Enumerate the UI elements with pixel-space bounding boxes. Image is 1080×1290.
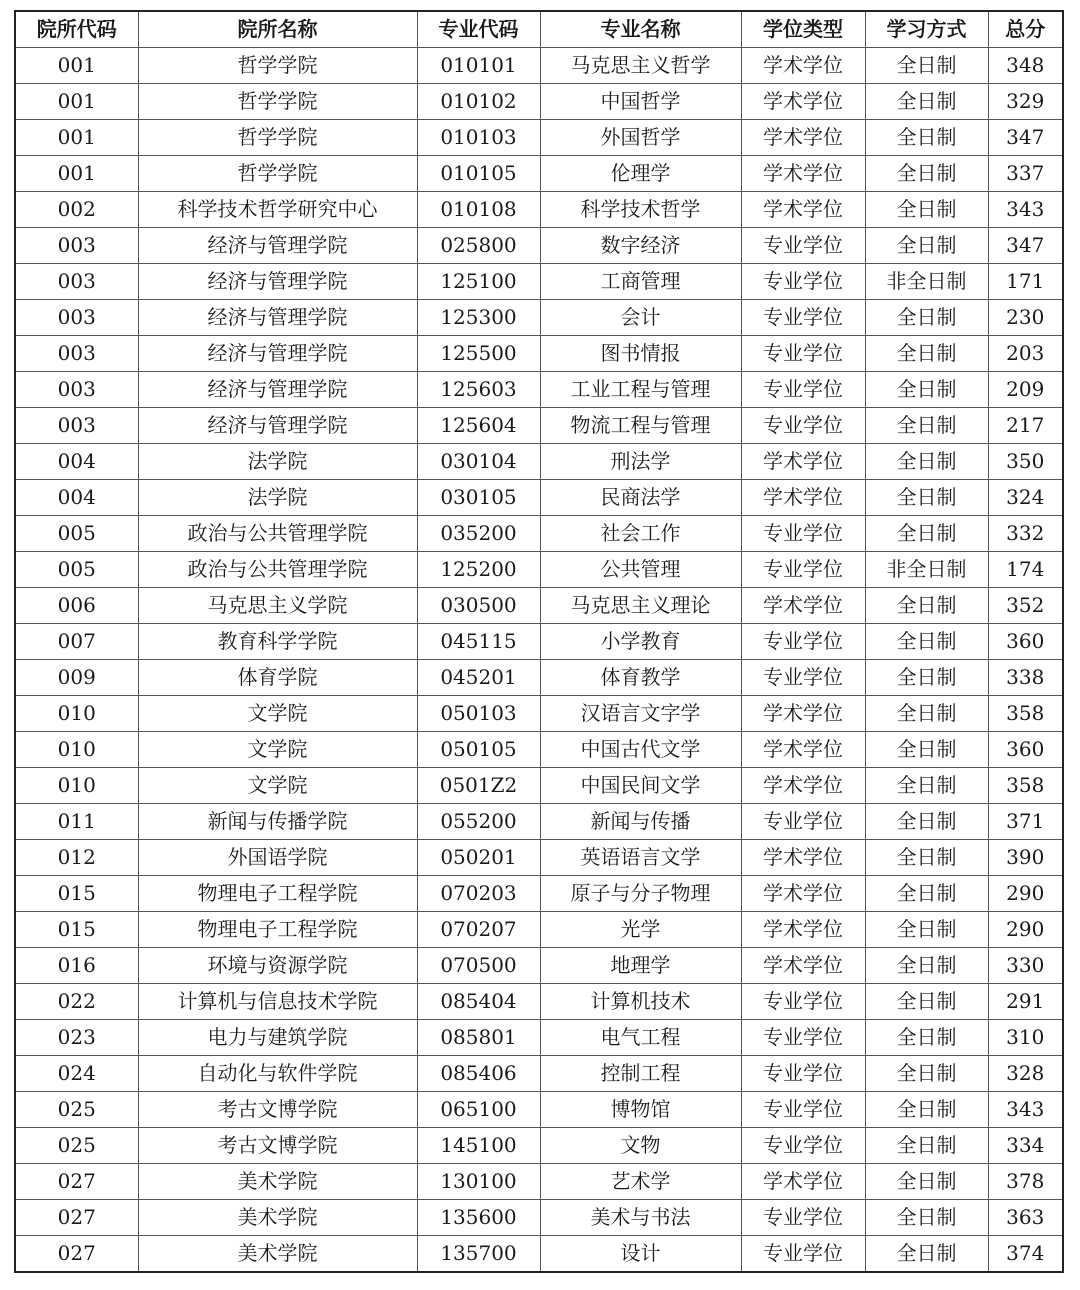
cell-major-code: 010103 bbox=[417, 120, 540, 156]
cell-institute-code: 010 bbox=[15, 696, 138, 732]
cell-total-score: 209 bbox=[988, 372, 1063, 408]
cell-total-score: 352 bbox=[988, 588, 1063, 624]
cell-major-name: 中国民间文学 bbox=[540, 768, 741, 804]
cell-major-code: 125300 bbox=[417, 300, 540, 336]
cell-institute-name: 经济与管理学院 bbox=[138, 300, 417, 336]
cell-major-name: 体育教学 bbox=[540, 660, 741, 696]
cell-major-code: 050103 bbox=[417, 696, 540, 732]
table-row bbox=[15, 552, 1063, 588]
table-row bbox=[15, 984, 1063, 1020]
score-table bbox=[14, 10, 1064, 1273]
cell-institute-name: 体育学院 bbox=[138, 660, 417, 696]
cell-major-name: 物流工程与管理 bbox=[540, 408, 741, 444]
cell-total-score: 217 bbox=[988, 408, 1063, 444]
cell-study-mode: 全日制 bbox=[865, 120, 988, 156]
cell-study-mode: 全日制 bbox=[865, 1200, 988, 1236]
cell-total-score: 343 bbox=[988, 192, 1063, 228]
cell-degree-type: 学术学位 bbox=[741, 876, 865, 912]
table-row bbox=[15, 804, 1063, 840]
cell-study-mode: 全日制 bbox=[865, 192, 988, 228]
cell-major-code: 070203 bbox=[417, 876, 540, 912]
cell-institute-code: 005 bbox=[15, 552, 138, 588]
cell-total-score: 338 bbox=[988, 660, 1063, 696]
table-row bbox=[15, 336, 1063, 372]
cell-institute-code: 024 bbox=[15, 1056, 138, 1092]
header-total-score: 总分 bbox=[988, 11, 1063, 48]
cell-institute-name: 政治与公共管理学院 bbox=[138, 516, 417, 552]
cell-degree-type: 专业学位 bbox=[741, 1236, 865, 1273]
cell-major-name: 新闻与传播 bbox=[540, 804, 741, 840]
cell-degree-type: 学术学位 bbox=[741, 1164, 865, 1200]
cell-study-mode: 全日制 bbox=[865, 84, 988, 120]
cell-study-mode: 全日制 bbox=[865, 588, 988, 624]
cell-study-mode: 全日制 bbox=[865, 1056, 988, 1092]
cell-study-mode: 全日制 bbox=[865, 696, 988, 732]
cell-study-mode: 全日制 bbox=[865, 408, 988, 444]
table-row bbox=[15, 1164, 1063, 1200]
cell-degree-type: 专业学位 bbox=[741, 804, 865, 840]
cell-major-code: 030104 bbox=[417, 444, 540, 480]
cell-institute-name: 哲学学院 bbox=[138, 120, 417, 156]
cell-major-code: 030105 bbox=[417, 480, 540, 516]
cell-degree-type: 专业学位 bbox=[741, 336, 865, 372]
cell-study-mode: 全日制 bbox=[865, 372, 988, 408]
cell-study-mode: 全日制 bbox=[865, 840, 988, 876]
cell-degree-type: 学术学位 bbox=[741, 912, 865, 948]
cell-degree-type: 专业学位 bbox=[741, 984, 865, 1020]
cell-study-mode: 全日制 bbox=[865, 1164, 988, 1200]
cell-major-code: 085404 bbox=[417, 984, 540, 1020]
cell-total-score: 324 bbox=[988, 480, 1063, 516]
cell-institute-code: 011 bbox=[15, 804, 138, 840]
table-row bbox=[15, 516, 1063, 552]
cell-study-mode: 全日制 bbox=[865, 804, 988, 840]
cell-total-score: 203 bbox=[988, 336, 1063, 372]
table-row bbox=[15, 408, 1063, 444]
cell-major-code: 010101 bbox=[417, 48, 540, 84]
cell-total-score: 374 bbox=[988, 1236, 1063, 1273]
cell-institute-code: 005 bbox=[15, 516, 138, 552]
cell-major-name: 电气工程 bbox=[540, 1020, 741, 1056]
cell-study-mode: 全日制 bbox=[865, 336, 988, 372]
table-row bbox=[15, 300, 1063, 336]
cell-major-code: 125603 bbox=[417, 372, 540, 408]
cell-study-mode: 全日制 bbox=[865, 732, 988, 768]
cell-degree-type: 专业学位 bbox=[741, 1128, 865, 1164]
cell-major-code: 010108 bbox=[417, 192, 540, 228]
cell-major-code: 135700 bbox=[417, 1236, 540, 1273]
cell-degree-type: 专业学位 bbox=[741, 660, 865, 696]
cell-institute-code: 010 bbox=[15, 768, 138, 804]
cell-institute-code: 012 bbox=[15, 840, 138, 876]
cell-institute-name: 考古文博学院 bbox=[138, 1128, 417, 1164]
cell-study-mode: 全日制 bbox=[865, 516, 988, 552]
cell-institute-name: 物理电子工程学院 bbox=[138, 876, 417, 912]
cell-institute-code: 001 bbox=[15, 120, 138, 156]
cell-major-name: 工业工程与管理 bbox=[540, 372, 741, 408]
cell-study-mode: 全日制 bbox=[865, 660, 988, 696]
cell-institute-name: 经济与管理学院 bbox=[138, 372, 417, 408]
table-row bbox=[15, 912, 1063, 948]
cell-institute-name: 经济与管理学院 bbox=[138, 228, 417, 264]
cell-major-code: 070500 bbox=[417, 948, 540, 984]
cell-study-mode: 非全日制 bbox=[865, 552, 988, 588]
cell-study-mode: 全日制 bbox=[865, 444, 988, 480]
cell-total-score: 290 bbox=[988, 876, 1063, 912]
cell-institute-name: 哲学学院 bbox=[138, 156, 417, 192]
cell-institute-name: 哲学学院 bbox=[138, 48, 417, 84]
cell-institute-name: 科学技术哲学研究中心 bbox=[138, 192, 417, 228]
header-institute-code: 院所代码 bbox=[15, 11, 138, 48]
cell-major-name: 控制工程 bbox=[540, 1056, 741, 1092]
cell-institute-code: 025 bbox=[15, 1092, 138, 1128]
cell-degree-type: 学术学位 bbox=[741, 192, 865, 228]
cell-major-name: 英语语言文学 bbox=[540, 840, 741, 876]
cell-total-score: 360 bbox=[988, 732, 1063, 768]
cell-study-mode: 全日制 bbox=[865, 48, 988, 84]
table-row bbox=[15, 444, 1063, 480]
cell-total-score: 337 bbox=[988, 156, 1063, 192]
cell-major-name: 计算机技术 bbox=[540, 984, 741, 1020]
cell-major-code: 085801 bbox=[417, 1020, 540, 1056]
cell-major-code: 070207 bbox=[417, 912, 540, 948]
cell-total-score: 358 bbox=[988, 696, 1063, 732]
table-row bbox=[15, 480, 1063, 516]
cell-total-score: 347 bbox=[988, 228, 1063, 264]
cell-major-code: 085406 bbox=[417, 1056, 540, 1092]
table-row bbox=[15, 948, 1063, 984]
cell-major-name: 科学技术哲学 bbox=[540, 192, 741, 228]
table-row bbox=[15, 1056, 1063, 1092]
cell-institute-code: 025 bbox=[15, 1128, 138, 1164]
cell-study-mode: 全日制 bbox=[865, 1128, 988, 1164]
table-row bbox=[15, 1236, 1063, 1273]
cell-institute-name: 环境与资源学院 bbox=[138, 948, 417, 984]
cell-major-code: 125100 bbox=[417, 264, 540, 300]
table-row bbox=[15, 228, 1063, 264]
cell-study-mode: 全日制 bbox=[865, 624, 988, 660]
cell-major-code: 055200 bbox=[417, 804, 540, 840]
cell-study-mode: 非全日制 bbox=[865, 264, 988, 300]
cell-institute-code: 006 bbox=[15, 588, 138, 624]
cell-institute-code: 022 bbox=[15, 984, 138, 1020]
cell-total-score: 378 bbox=[988, 1164, 1063, 1200]
cell-institute-code: 027 bbox=[15, 1236, 138, 1273]
header-institute-name: 院所名称 bbox=[138, 11, 417, 48]
cell-institute-code: 015 bbox=[15, 876, 138, 912]
cell-degree-type: 学术学位 bbox=[741, 156, 865, 192]
cell-degree-type: 学术学位 bbox=[741, 696, 865, 732]
cell-institute-code: 027 bbox=[15, 1200, 138, 1236]
cell-institute-code: 001 bbox=[15, 84, 138, 120]
table-row bbox=[15, 876, 1063, 912]
cell-institute-name: 文学院 bbox=[138, 768, 417, 804]
cell-major-code: 135600 bbox=[417, 1200, 540, 1236]
cell-major-code: 045201 bbox=[417, 660, 540, 696]
cell-major-code: 0501Z2 bbox=[417, 768, 540, 804]
cell-total-score: 358 bbox=[988, 768, 1063, 804]
cell-major-code: 045115 bbox=[417, 624, 540, 660]
cell-degree-type: 专业学位 bbox=[741, 1020, 865, 1056]
cell-total-score: 330 bbox=[988, 948, 1063, 984]
table-row bbox=[15, 732, 1063, 768]
cell-total-score: 328 bbox=[988, 1056, 1063, 1092]
cell-institute-code: 027 bbox=[15, 1164, 138, 1200]
table-row bbox=[15, 264, 1063, 300]
cell-degree-type: 学术学位 bbox=[741, 732, 865, 768]
cell-institute-name: 教育科学学院 bbox=[138, 624, 417, 660]
cell-degree-type: 学术学位 bbox=[741, 444, 865, 480]
table-row bbox=[15, 156, 1063, 192]
cell-major-name: 马克思主义理论 bbox=[540, 588, 741, 624]
table-header bbox=[15, 11, 1063, 48]
cell-total-score: 363 bbox=[988, 1200, 1063, 1236]
cell-major-name: 民商法学 bbox=[540, 480, 741, 516]
cell-major-name: 数字经济 bbox=[540, 228, 741, 264]
cell-degree-type: 专业学位 bbox=[741, 264, 865, 300]
cell-total-score: 329 bbox=[988, 84, 1063, 120]
cell-major-name: 小学教育 bbox=[540, 624, 741, 660]
cell-institute-name: 法学院 bbox=[138, 444, 417, 480]
header-major-code: 专业代码 bbox=[417, 11, 540, 48]
cell-major-code: 025800 bbox=[417, 228, 540, 264]
cell-institute-code: 003 bbox=[15, 336, 138, 372]
cell-degree-type: 专业学位 bbox=[741, 516, 865, 552]
cell-total-score: 390 bbox=[988, 840, 1063, 876]
cell-major-name: 刑法学 bbox=[540, 444, 741, 480]
cell-total-score: 347 bbox=[988, 120, 1063, 156]
cell-total-score: 332 bbox=[988, 516, 1063, 552]
cell-study-mode: 全日制 bbox=[865, 948, 988, 984]
cell-institute-name: 经济与管理学院 bbox=[138, 408, 417, 444]
cell-major-name: 设计 bbox=[540, 1236, 741, 1273]
cell-institute-code: 001 bbox=[15, 48, 138, 84]
cell-major-name: 博物馆 bbox=[540, 1092, 741, 1128]
table-row bbox=[15, 192, 1063, 228]
cell-study-mode: 全日制 bbox=[865, 768, 988, 804]
cell-major-code: 065100 bbox=[417, 1092, 540, 1128]
cell-major-name: 文物 bbox=[540, 1128, 741, 1164]
cell-institute-name: 哲学学院 bbox=[138, 84, 417, 120]
cell-institute-code: 002 bbox=[15, 192, 138, 228]
cell-major-name: 原子与分子物理 bbox=[540, 876, 741, 912]
table-row bbox=[15, 624, 1063, 660]
header-study-mode: 学习方式 bbox=[865, 11, 988, 48]
cell-study-mode: 全日制 bbox=[865, 912, 988, 948]
table-row bbox=[15, 84, 1063, 120]
cell-study-mode: 全日制 bbox=[865, 876, 988, 912]
cell-institute-name: 美术学院 bbox=[138, 1164, 417, 1200]
cell-degree-type: 学术学位 bbox=[741, 948, 865, 984]
cell-institute-code: 003 bbox=[15, 300, 138, 336]
cell-major-name: 伦理学 bbox=[540, 156, 741, 192]
cell-study-mode: 全日制 bbox=[865, 1236, 988, 1273]
table-row bbox=[15, 372, 1063, 408]
cell-total-score: 310 bbox=[988, 1020, 1063, 1056]
table-body bbox=[15, 48, 1063, 1273]
cell-major-code: 010105 bbox=[417, 156, 540, 192]
table-row bbox=[15, 1128, 1063, 1164]
table-row bbox=[15, 1200, 1063, 1236]
table-row bbox=[15, 696, 1063, 732]
cell-study-mode: 全日制 bbox=[865, 1020, 988, 1056]
cell-institute-code: 004 bbox=[15, 480, 138, 516]
cell-total-score: 371 bbox=[988, 804, 1063, 840]
cell-degree-type: 学术学位 bbox=[741, 588, 865, 624]
cell-degree-type: 专业学位 bbox=[741, 1092, 865, 1128]
cell-degree-type: 专业学位 bbox=[741, 1056, 865, 1092]
cell-study-mode: 全日制 bbox=[865, 984, 988, 1020]
cell-institute-name: 政治与公共管理学院 bbox=[138, 552, 417, 588]
cell-total-score: 348 bbox=[988, 48, 1063, 84]
cell-total-score: 343 bbox=[988, 1092, 1063, 1128]
table-row bbox=[15, 120, 1063, 156]
table-row bbox=[15, 840, 1063, 876]
cell-major-code: 035200 bbox=[417, 516, 540, 552]
cell-major-code: 050201 bbox=[417, 840, 540, 876]
cell-institute-name: 自动化与软件学院 bbox=[138, 1056, 417, 1092]
cell-institute-name: 电力与建筑学院 bbox=[138, 1020, 417, 1056]
cell-institute-code: 016 bbox=[15, 948, 138, 984]
cell-degree-type: 学术学位 bbox=[741, 120, 865, 156]
cell-institute-name: 文学院 bbox=[138, 696, 417, 732]
cell-total-score: 171 bbox=[988, 264, 1063, 300]
table-row bbox=[15, 768, 1063, 804]
cell-institute-code: 010 bbox=[15, 732, 138, 768]
cell-study-mode: 全日制 bbox=[865, 480, 988, 516]
cell-degree-type: 学术学位 bbox=[741, 480, 865, 516]
header-row bbox=[15, 11, 1063, 48]
cell-degree-type: 学术学位 bbox=[741, 768, 865, 804]
cell-institute-name: 考古文博学院 bbox=[138, 1092, 417, 1128]
cell-major-name: 图书情报 bbox=[540, 336, 741, 372]
cell-institute-code: 007 bbox=[15, 624, 138, 660]
cell-institute-code: 015 bbox=[15, 912, 138, 948]
table-row bbox=[15, 588, 1063, 624]
cell-institute-code: 001 bbox=[15, 156, 138, 192]
table-row bbox=[15, 660, 1063, 696]
table-row bbox=[15, 1092, 1063, 1128]
cell-institute-name: 美术学院 bbox=[138, 1236, 417, 1273]
cell-institute-name: 经济与管理学院 bbox=[138, 336, 417, 372]
cell-institute-name: 美术学院 bbox=[138, 1200, 417, 1236]
cell-major-code: 050105 bbox=[417, 732, 540, 768]
cell-total-score: 174 bbox=[988, 552, 1063, 588]
cell-institute-name: 经济与管理学院 bbox=[138, 264, 417, 300]
cell-study-mode: 全日制 bbox=[865, 1092, 988, 1128]
cell-degree-type: 专业学位 bbox=[741, 624, 865, 660]
cell-institute-code: 023 bbox=[15, 1020, 138, 1056]
cell-major-name: 会计 bbox=[540, 300, 741, 336]
cell-institute-name: 马克思主义学院 bbox=[138, 588, 417, 624]
cell-institute-code: 003 bbox=[15, 228, 138, 264]
cell-major-name: 公共管理 bbox=[540, 552, 741, 588]
cell-major-code: 125604 bbox=[417, 408, 540, 444]
cell-institute-code: 003 bbox=[15, 372, 138, 408]
cell-degree-type: 学术学位 bbox=[741, 48, 865, 84]
cell-major-code: 125500 bbox=[417, 336, 540, 372]
cell-degree-type: 专业学位 bbox=[741, 372, 865, 408]
cell-degree-type: 专业学位 bbox=[741, 300, 865, 336]
cell-degree-type: 专业学位 bbox=[741, 408, 865, 444]
cell-institute-name: 文学院 bbox=[138, 732, 417, 768]
cell-major-code: 145100 bbox=[417, 1128, 540, 1164]
cell-major-name: 中国古代文学 bbox=[540, 732, 741, 768]
cell-major-name: 地理学 bbox=[540, 948, 741, 984]
cell-degree-type: 学术学位 bbox=[741, 84, 865, 120]
score-table-container bbox=[14, 10, 1062, 1273]
cell-institute-name: 法学院 bbox=[138, 480, 417, 516]
cell-major-code: 010102 bbox=[417, 84, 540, 120]
cell-institute-name: 计算机与信息技术学院 bbox=[138, 984, 417, 1020]
cell-study-mode: 全日制 bbox=[865, 156, 988, 192]
cell-institute-code: 004 bbox=[15, 444, 138, 480]
cell-institute-code: 003 bbox=[15, 408, 138, 444]
cell-major-code: 130100 bbox=[417, 1164, 540, 1200]
cell-major-code: 030500 bbox=[417, 588, 540, 624]
cell-total-score: 350 bbox=[988, 444, 1063, 480]
cell-major-name: 社会工作 bbox=[540, 516, 741, 552]
cell-degree-type: 专业学位 bbox=[741, 1200, 865, 1236]
cell-total-score: 230 bbox=[988, 300, 1063, 336]
cell-total-score: 290 bbox=[988, 912, 1063, 948]
cell-major-code: 125200 bbox=[417, 552, 540, 588]
header-degree-type: 学位类型 bbox=[741, 11, 865, 48]
cell-total-score: 291 bbox=[988, 984, 1063, 1020]
cell-major-name: 马克思主义哲学 bbox=[540, 48, 741, 84]
cell-institute-code: 009 bbox=[15, 660, 138, 696]
cell-institute-name: 外国语学院 bbox=[138, 840, 417, 876]
cell-major-name: 汉语言文字学 bbox=[540, 696, 741, 732]
cell-total-score: 334 bbox=[988, 1128, 1063, 1164]
cell-major-name: 光学 bbox=[540, 912, 741, 948]
cell-degree-type: 专业学位 bbox=[741, 228, 865, 264]
cell-study-mode: 全日制 bbox=[865, 228, 988, 264]
table-row bbox=[15, 1020, 1063, 1056]
cell-degree-type: 专业学位 bbox=[741, 552, 865, 588]
cell-major-name: 工商管理 bbox=[540, 264, 741, 300]
cell-major-name: 中国哲学 bbox=[540, 84, 741, 120]
cell-institute-name: 物理电子工程学院 bbox=[138, 912, 417, 948]
cell-institute-name: 新闻与传播学院 bbox=[138, 804, 417, 840]
header-major-name: 专业名称 bbox=[540, 11, 741, 48]
cell-institute-code: 003 bbox=[15, 264, 138, 300]
cell-major-name: 美术与书法 bbox=[540, 1200, 741, 1236]
cell-degree-type: 学术学位 bbox=[741, 840, 865, 876]
cell-total-score: 360 bbox=[988, 624, 1063, 660]
cell-study-mode: 全日制 bbox=[865, 300, 988, 336]
cell-major-name: 艺术学 bbox=[540, 1164, 741, 1200]
table-row bbox=[15, 48, 1063, 84]
cell-major-name: 外国哲学 bbox=[540, 120, 741, 156]
